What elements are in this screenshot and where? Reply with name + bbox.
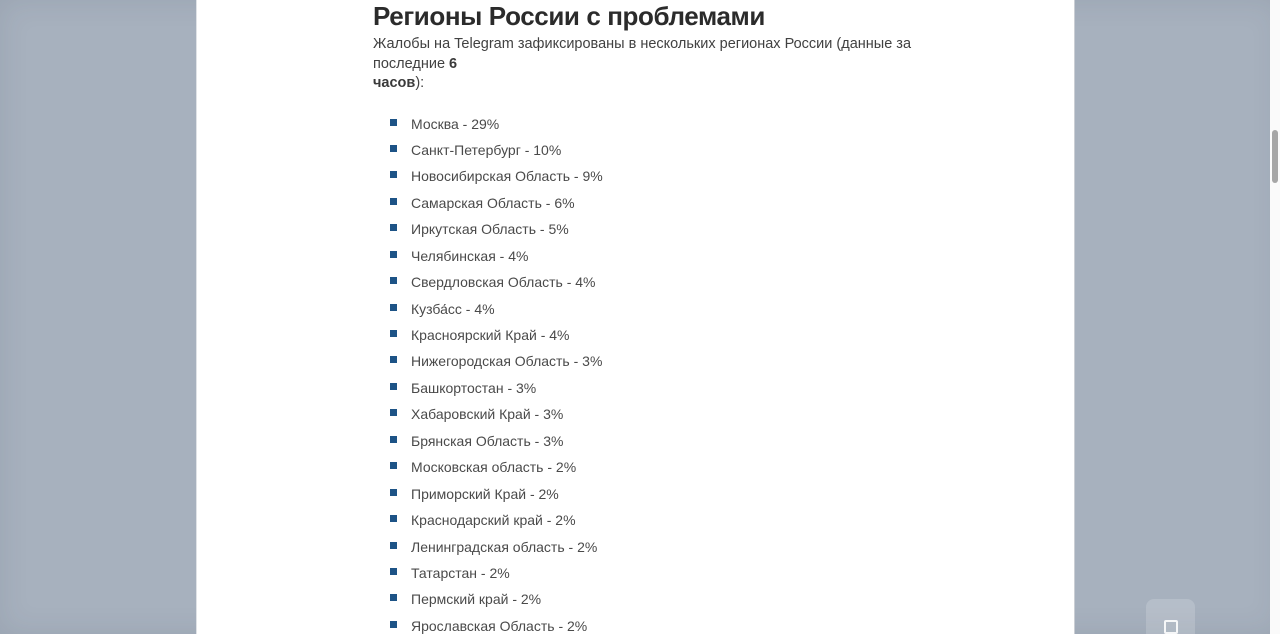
region-label: Свердловская Область - 4% xyxy=(411,274,596,291)
region-label: Брянская Область - 3% xyxy=(411,432,564,449)
square-bullet-icon xyxy=(390,568,397,575)
square-bullet-icon xyxy=(390,330,397,337)
region-label: Самарская Область - 6% xyxy=(411,194,575,211)
region-list-item xyxy=(390,115,937,141)
square-bullet-icon xyxy=(390,224,397,231)
square-bullet-icon xyxy=(390,515,397,522)
regions-list xyxy=(373,115,937,634)
region-list-item xyxy=(390,432,937,458)
region-list-item xyxy=(390,379,937,405)
article-content xyxy=(197,0,937,634)
scrollbar-track[interactable] xyxy=(1270,0,1280,634)
region-label: Ленинградская область - 2% xyxy=(411,538,598,555)
square-bullet-icon xyxy=(390,251,397,258)
page-title: Регионы России с проблемами xyxy=(373,1,765,31)
region-list-item xyxy=(390,167,937,193)
region-label: Красноярский Край - 4% xyxy=(411,327,570,343)
square-bullet-icon xyxy=(390,542,397,549)
region-list-item xyxy=(390,617,937,634)
subtitle-tail: ): xyxy=(415,75,425,91)
subtitle-bold-number: 6 xyxy=(449,55,458,72)
region-label: Кузба́сс - 4% xyxy=(411,300,495,317)
square-bullet-icon xyxy=(390,198,397,205)
square-bullet-icon xyxy=(390,462,397,469)
content-page xyxy=(196,0,1075,634)
region-label: Ярославская Область - 2% xyxy=(411,617,588,634)
region-label: Приморский Край - 2% xyxy=(411,485,559,502)
square-bullet-icon xyxy=(390,621,397,628)
region-label: Москва - 29% xyxy=(411,115,500,132)
region-label: Пермский край - 2% xyxy=(411,591,542,608)
square-bullet-icon xyxy=(390,145,397,152)
region-label: Башкортостан - 3% xyxy=(411,379,537,396)
region-list-item xyxy=(390,141,937,167)
region-list-item xyxy=(390,405,937,431)
stop-square-icon xyxy=(1164,620,1178,634)
square-bullet-icon xyxy=(390,489,397,496)
region-label: Хабаровский Край - 3% xyxy=(411,406,564,423)
region-label: Санкт-Петербург - 10% xyxy=(411,141,562,158)
region-list-item xyxy=(390,247,937,273)
region-list-item xyxy=(390,300,937,326)
square-bullet-icon xyxy=(390,409,397,416)
region-label: Нижегородская Область - 3% xyxy=(411,353,603,370)
region-label: Московская область - 2% xyxy=(411,459,577,476)
region-label: Краснодарский край - 2% xyxy=(411,512,576,529)
square-bullet-icon xyxy=(390,171,397,178)
region-list-item xyxy=(390,564,937,590)
square-bullet-icon xyxy=(390,594,397,601)
subtitle-bold-word: часов xyxy=(373,75,416,91)
region-list-item xyxy=(390,590,937,616)
region-label: Челябинская - 4% xyxy=(411,247,529,264)
square-bullet-icon xyxy=(390,277,397,284)
region-list-item xyxy=(390,194,937,220)
scrollbar-thumb[interactable] xyxy=(1272,130,1278,183)
square-bullet-icon xyxy=(390,356,397,363)
region-label: Татарстан - 2% xyxy=(411,564,510,581)
region-list-item xyxy=(390,458,937,484)
subtitle xyxy=(373,35,918,94)
region-list-item xyxy=(390,326,937,352)
region-list-item xyxy=(390,538,937,564)
square-bullet-icon xyxy=(390,304,397,311)
region-list-item xyxy=(390,511,937,537)
square-bullet-icon xyxy=(390,119,397,126)
region-label: Новосибирская Область - 9% xyxy=(411,168,603,185)
region-list-item xyxy=(390,273,937,299)
region-label: Иркутская Область - 5% xyxy=(411,221,569,238)
square-bullet-icon xyxy=(390,383,397,390)
region-list-item xyxy=(390,352,937,378)
overlay-stop-button[interactable] xyxy=(1146,599,1195,634)
square-bullet-icon xyxy=(390,436,397,443)
subtitle-text: Жалобы на Telegram зафиксированы в нескольких регионах России (данные за последние xyxy=(373,36,912,72)
region-list-item xyxy=(390,220,937,246)
region-list-item xyxy=(390,485,937,511)
